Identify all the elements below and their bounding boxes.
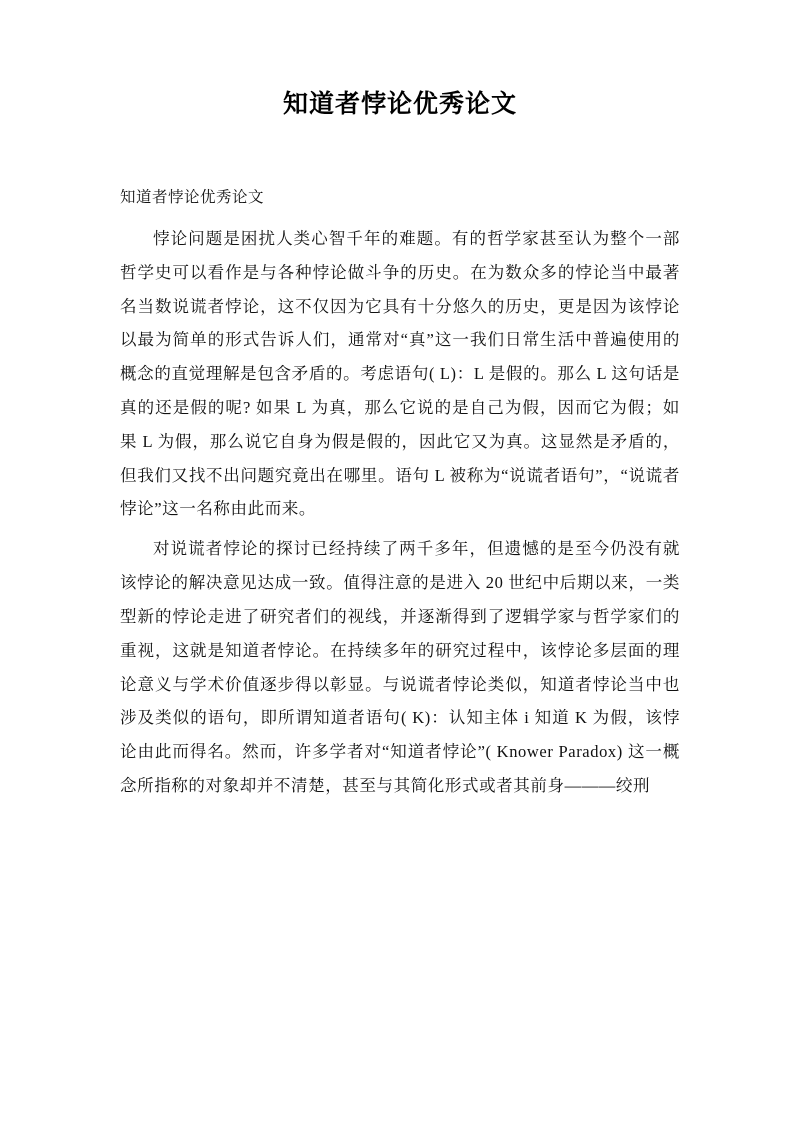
document-subtitle: 知道者悖论优秀论文 xyxy=(120,188,265,206)
page-title: 知道者悖论优秀论文 xyxy=(282,89,517,118)
body-paragraph-2: 对说谎者悖论的探讨已经持续了两千多年，但遗憾的是至今仍没有就该悖论的解决意见达成一致。值得注意的是进入 20 世纪中后期以来，一类型新的悖论走进了研究者们的视线，并逐渐得到了逻辑学家与哲学家们的重视，这就是知道者悖论。在持续多年的研究过程中，该悖论多层面的理论意义与学术价值逐步得以彰显。与说谎者悖论类似，知道者悖论当中也涉及类似的语句，即所谓知道者语句( K)：认知主体 i 知道 K 为假，该悖论由此而得名。然而，许多学者对“知道者悖论”( Knower Paradox) 这一概念所指称的对象却并不清楚，甚至与其简化形式或者其前身———绞刑 xyxy=(120,539,680,795)
body-paragraph-1: 悖论问题是困扰人类心智千年的难题。有的哲学家甚至认为整个一部哲学史可以看作是与各种悖论做斗争的历史。在为数众多的悖论当中最著名当数说谎者悖论，这不仅因为它具有十分悠久的历史，更是因为该悖论以最为简单的形式告诉人们，通常对“真”这一我们日常生活中普遍使用的概念的直觉理解是包含矛盾的。考虑语句( L)：L 是假的。那么 L 这句话是真的还是假的呢? 如果 L 为真，那么它说的是自己为假，因而它为假；如果 L 为假，那么说它自身为假是假的，因此它又为真。这显然是矛盾的，但我们又找不出问题究竟出在哪里。语句 L 被称为“说谎者语句”，“说谎者悖论”这一名称由此而来。 xyxy=(120,228,680,519)
